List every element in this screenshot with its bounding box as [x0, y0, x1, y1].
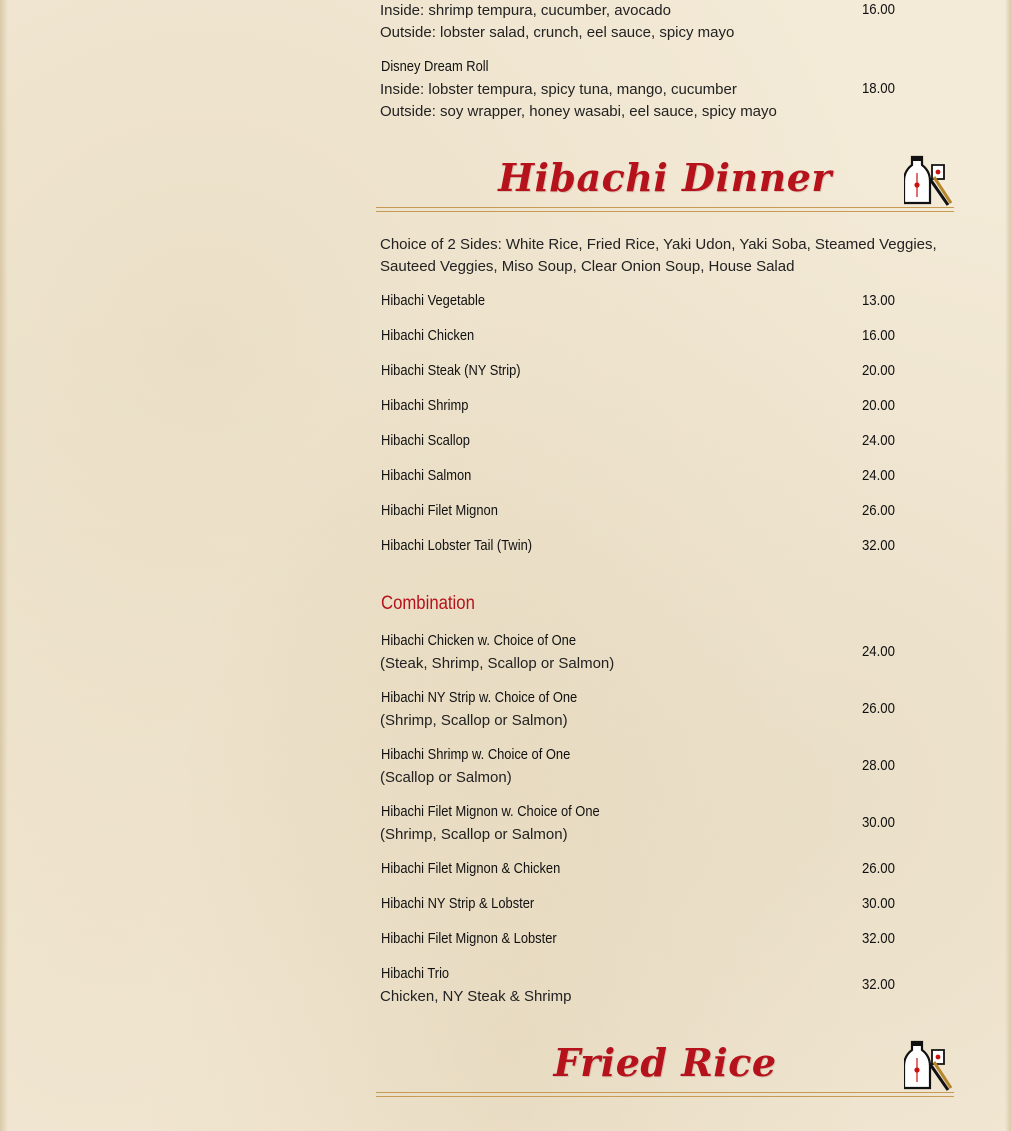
item-price: 20.00 [861, 362, 895, 379]
item-price: 30.00 [861, 895, 895, 912]
item-price: 26.00 [861, 502, 895, 519]
section-divider [376, 207, 954, 212]
item-price: 16.00 [861, 1, 895, 18]
item-name: Hibachi Vegetable [381, 292, 486, 309]
sides-note: Choice of 2 Sides: White Rice, Fried Rice, Yaki Udon, Yaki Soba, Steamed Veggies, [380, 236, 937, 253]
item-price: 28.00 [861, 757, 895, 774]
item-description: (Steak, Shrimp, Scallop or Salmon) [380, 655, 615, 672]
item-name: Hibachi Steak (NY Strip) [381, 362, 521, 379]
combination-heading: Combination [381, 593, 475, 614]
page-edge-left [0, 0, 8, 1131]
item-description: Outside: lobster salad, crunch, eel sauce, spicy mayo [380, 24, 735, 41]
item-price: 24.00 [861, 643, 895, 660]
item-name: Hibachi Filet Mignon w. Choice of One [381, 803, 600, 820]
item-price: 20.00 [861, 397, 895, 414]
menu-column [376, 0, 954, 1131]
sake-bottle-chopsticks-icon [904, 153, 952, 207]
item-price: 26.00 [861, 860, 895, 877]
item-name: Hibachi NY Strip w. Choice of One [381, 689, 578, 706]
item-name: Hibachi Scallop [381, 432, 470, 449]
item-description: Outside: soy wrapper, honey wasabi, eel sauce, spicy mayo [380, 103, 777, 120]
item-name: Hibachi Shrimp w. Choice of One [381, 746, 571, 763]
item-name: Hibachi Trio [381, 965, 450, 982]
section-title-hibachi: Hibachi Dinner [498, 155, 832, 200]
sides-note: Sauteed Veggies, Miso Soup, Clear Onion Soup, House Salad [380, 258, 795, 275]
item-description: (Shrimp, Scallop or Salmon) [380, 712, 568, 729]
item-name: Hibachi Chicken w. Choice of One [381, 632, 577, 649]
item-description: Chicken, NY Steak & Shrimp [380, 988, 572, 1005]
item-description: Inside: shrimp tempura, cucumber, avocado [380, 2, 671, 19]
item-price: 18.00 [861, 80, 895, 97]
page-edge-right [1005, 0, 1011, 1131]
item-name: Hibachi NY Strip & Lobster [381, 895, 535, 912]
item-price: 16.00 [861, 327, 895, 344]
item-price: 24.00 [861, 467, 895, 484]
section-title-fried-rice: Fried Rice [553, 1040, 777, 1085]
section-divider [376, 1092, 954, 1097]
item-price: 13.00 [861, 292, 895, 309]
item-description: Inside: lobster tempura, spicy tuna, mango, cucumber [380, 81, 737, 98]
item-name: Hibachi Filet Mignon [381, 502, 498, 519]
item-name: Hibachi Lobster Tail (Twin) [381, 537, 533, 554]
item-description: (Scallop or Salmon) [380, 769, 512, 786]
item-name: Hibachi Shrimp [381, 397, 469, 414]
item-description: (Shrimp, Scallop or Salmon) [380, 826, 568, 843]
item-price: 24.00 [861, 432, 895, 449]
item-price: 26.00 [861, 700, 895, 717]
item-name: Hibachi Filet Mignon & Chicken [381, 860, 561, 877]
item-price: 32.00 [861, 930, 895, 947]
item-name: Hibachi Filet Mignon & Lobster [381, 930, 557, 947]
item-price: 32.00 [861, 537, 895, 554]
item-name: Disney Dream Roll [381, 58, 489, 75]
item-name: Hibachi Salmon [381, 467, 472, 484]
sake-bottle-chopsticks-icon [904, 1038, 952, 1092]
item-name: Hibachi Chicken [381, 327, 475, 344]
item-price: 30.00 [861, 814, 895, 831]
item-price: 32.00 [861, 976, 895, 993]
